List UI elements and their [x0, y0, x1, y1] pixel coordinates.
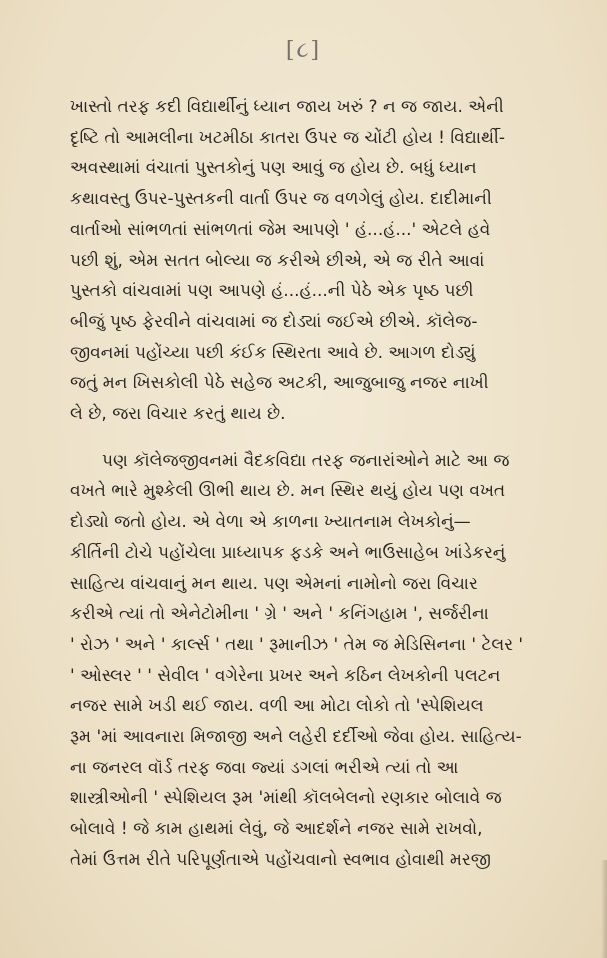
text-line: ખાસ્તો તરફ કદી વિદ્યાર્થીનું ધ્યાન જાય ખરું ? ન જ જાય. એની [70, 97, 504, 117]
text-line: પણ કૉલેજજીવનમાં વૈદકવિદ્યા તરફ જનારાંઓને માટે આ જ [102, 450, 510, 471]
text-line: નજર સામે ખડી થઈ જાય. વળી આ મોટા લોકો તો 'સ્પેશિયલ [70, 696, 484, 717]
text-line: પુસ્તકો વાંચવામાં પણ આપણે હં...હં...ની પેઠે એક પૃષ્ઠ પછી [70, 281, 474, 302]
paragraph-2 [70, 446, 532, 876]
page-edge-shadow [601, 860, 607, 958]
text-line: દોડ્યો જતો હોય. એ વેળા એ કાળના ખ્યાતનામ લેખકોનું— [70, 512, 471, 533]
text-line: અવસ્થામાં વંચાતાં પુસ્તકોનું પણ આવું જ હોય છે. બધું ધ્યાન [70, 158, 477, 179]
paragraph-1 [70, 92, 532, 430]
text-line: પછી શું, એમ સતત બોલ્યા જ કરીએ છીએ, એ જ રીતે આવાં [70, 250, 485, 271]
text-line: કથાવસ્તુ ઉપર-પુસ્તકની વાર્તા ઉપર જ વળગેલું હોય. દાદીમાની [70, 189, 492, 210]
text-line: ' રોઝ ' અને ' કાર્લ્સ ' તથા ' રૂમાનીઝ ' તેમ જ મેડિસિનના ' ટેલર ' [70, 634, 524, 655]
text-line: કીર્તિની ટોચે પહોંચેલા પ્રાધ્યાપક ફડકે અને ભાઉસાહેબ ખાંડેકરનું [70, 542, 506, 563]
text-line: વખતે ભારે મુશ્કેલી ઊભી થાય છે. મન સ્થિર થયું હોય પણ વખત [70, 481, 506, 502]
text-line: જતું મન ખિસકોલી પેઠે સહેજ અટકી, આજુબાજુ નજર નાખી [70, 373, 489, 394]
text-line: જીવનમાં પહોંચ્યા પછી કંઈક સ્થિરતા આવે છે. આગળ દોડ્યું [70, 342, 476, 363]
text-line: કરીએ ત્યાં તો એનેટોમીના ' ગ્રે ' અને ' કનિંગહામ ', સર્જરીના [70, 604, 489, 625]
text-line: વાર્તાઓ સાંભળતાં સાંભળતાં જેમ આપણે ' હં...હં...' એટલે હવે [70, 219, 491, 240]
body-text [70, 92, 532, 876]
text-line: રૂમ 'માં આવનારા મિજાજી અને લહેરી દર્દીઓ જેવા હોય. સાહિત્ય- [70, 727, 522, 748]
text-line: બીજું પૃષ્ઠ ફેરવીને વાંચવામાં જ દોડ્યાં જઈએ છીએ. કૉલેજ- [70, 311, 478, 332]
text-line: સાહિત્ય વાંચવાનું મન થાય. પણ એમનાં નામોનો જરા વિચાર [70, 573, 478, 594]
text-line: ' ઓસ્લર ' ' સેવીલ ' વગેરેના પ્રખર અને કઠિન લેખકોની પલટન [70, 665, 501, 686]
text-line: તેમાં ઉત્તમ રીતે પરિપૂર્ણતાએ પહોંચવાનો સ્વભાવ હોવાથી મરજી [70, 849, 491, 870]
page-number: [૮] [285, 38, 322, 63]
text-line: ના જનરલ વૉર્ડ તરફ જવા જ્યાં ડગલાં ભરીએ ત્યાં તો આ [70, 757, 459, 778]
text-line: શાસ્ત્રીઓની ' સ્પેશિયલ રૂમ 'માંથી કૉલબેલનો રણકાર બોલાવે જ [70, 788, 502, 809]
text-line: બોલાવે ! જે કામ હાથમાં લેવું, જે આદર્શને નજર સામે રાખવો, [70, 819, 483, 840]
text-line: દૃષ્ટિ તો આમલીના ખટમીઠા કાતરા ઉપર જ ચોંટી હોય ! વિદ્યાર્થી- [70, 127, 506, 148]
text-line: લે છે, જરા વિચાર કરતું થાય છે. [70, 404, 286, 425]
